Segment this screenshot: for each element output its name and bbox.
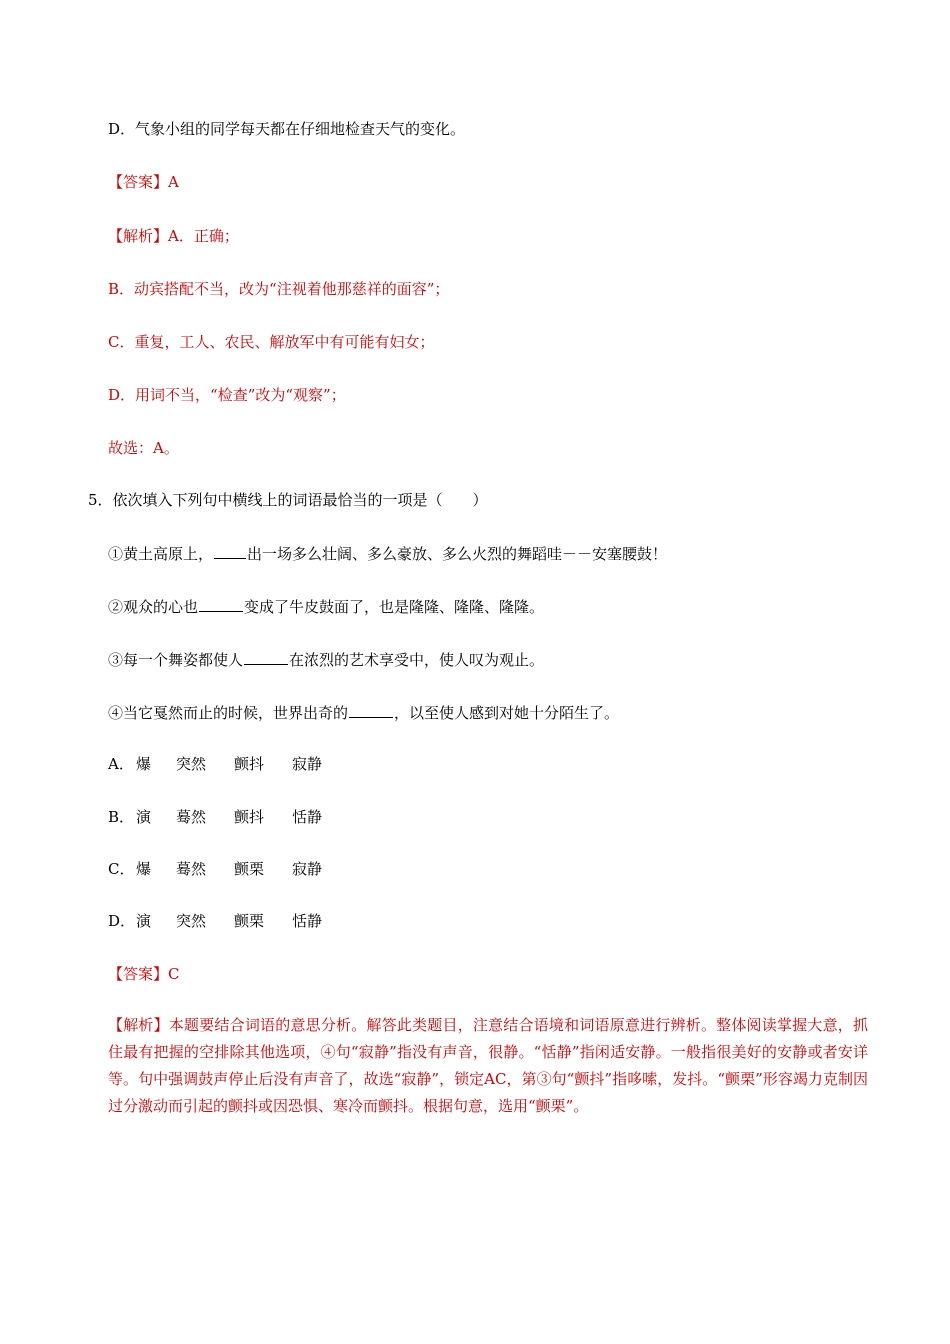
q5-sentence-2 bbox=[108, 595, 544, 618]
q5-sentence-3 bbox=[108, 648, 544, 671]
option-word-1: 演 bbox=[136, 808, 152, 826]
option-letter: A． bbox=[108, 755, 134, 773]
option-word-1: 爆 bbox=[136, 860, 152, 878]
sentence-1-post: 出一场多么壮阔、多么豪放、多么火烈的舞蹈哇－－安塞腰鼓！ bbox=[247, 545, 668, 563]
q4-answer: 【答案】A bbox=[108, 173, 179, 191]
blank-1 bbox=[214, 542, 246, 559]
option-word-2: 蓦然 bbox=[176, 860, 207, 878]
q4-analysis-a: 【解析】A．正确； bbox=[108, 227, 239, 245]
sentence-2-post: 变成了牛皮鼓面了，也是隆隆、隆隆、隆隆。 bbox=[244, 598, 545, 616]
option-word-4: 寂静 bbox=[292, 755, 323, 773]
q4-analysis-c: C．重复，工人、农民、解放军中有可能有妇女； bbox=[108, 333, 435, 351]
sentence-3-post: 在浓烈的艺术享受中，使人叹为观止。 bbox=[289, 651, 545, 669]
option-word-4: 恬静 bbox=[292, 808, 323, 826]
sentence-4-pre: ④当它戛然而止的时候，世界出奇的 bbox=[108, 704, 349, 722]
option-word-4: 寂静 bbox=[292, 860, 323, 878]
q5-option-b bbox=[108, 806, 322, 828]
option-word-3: 颤栗 bbox=[234, 860, 265, 878]
q4-option-d: D．气象小组的同学每天都在仔细地检查天气的变化。 bbox=[108, 120, 466, 138]
sentence-2-pre: ②观众的心也 bbox=[108, 598, 199, 616]
blank-3 bbox=[244, 648, 288, 665]
q4-conclusion: 故选：A。 bbox=[108, 439, 179, 457]
q4-analysis-b: B．动宾搭配不当，改为“注视着他那慈祥的面容”； bbox=[108, 280, 450, 298]
option-word-2: 突然 bbox=[176, 912, 207, 930]
option-letter: C． bbox=[108, 860, 135, 878]
sentence-4-post: ，以至使人感到对她十分陌生了。 bbox=[394, 704, 620, 722]
q5-answer: 【答案】C bbox=[108, 965, 180, 983]
option-word-3: 颤抖 bbox=[234, 808, 265, 826]
q5-option-d bbox=[108, 910, 322, 932]
q5-analysis: 【解析】本题要结合词语的意思分析。解答此类题目，注意结合语境和词语原意进行辨析。整体阅读掌握大意，抓住最有把握的空排除其他选项，④句“寂静”指没有声音，很静。“恬静”指闲适安静。一般指很美好的安静或者安详等。句中强调鼓声停止后没有声音了，故选“寂静”，锁定AC，第③句“颤抖”指哆嗦，发抖。“颤栗”形容竭力克制因过分激动而引起的颤抖或因恐惧、寒冷而颤抖。根据句意，选用“颤栗”。 bbox=[108, 1016, 868, 1115]
q5-sentence-1 bbox=[108, 542, 667, 565]
blank-2 bbox=[199, 595, 243, 612]
q4-analysis-d: D．用词不当，“检查”改为“观察”； bbox=[108, 386, 346, 404]
sentence-1-pre: ①黄土高原上， bbox=[108, 545, 214, 563]
option-word-2: 蓦然 bbox=[176, 808, 207, 826]
q5-option-a bbox=[108, 753, 322, 775]
q5-stem: 5．依次填入下列句中横线上的词语最恰当的一项是（ ） bbox=[88, 491, 488, 509]
option-word-3: 颤抖 bbox=[234, 755, 265, 773]
option-word-1: 爆 bbox=[136, 755, 152, 773]
q5-option-c bbox=[108, 858, 322, 880]
option-word-1: 演 bbox=[136, 912, 152, 930]
q5-sentence-4 bbox=[108, 701, 619, 724]
option-word-2: 突然 bbox=[176, 755, 207, 773]
option-word-4: 恬静 bbox=[292, 912, 323, 930]
option-letter: D． bbox=[108, 912, 136, 930]
option-word-3: 颤栗 bbox=[234, 912, 265, 930]
sentence-3-pre: ③每一个舞姿都使人 bbox=[108, 651, 244, 669]
option-letter: B． bbox=[108, 808, 135, 826]
blank-4 bbox=[349, 701, 393, 718]
